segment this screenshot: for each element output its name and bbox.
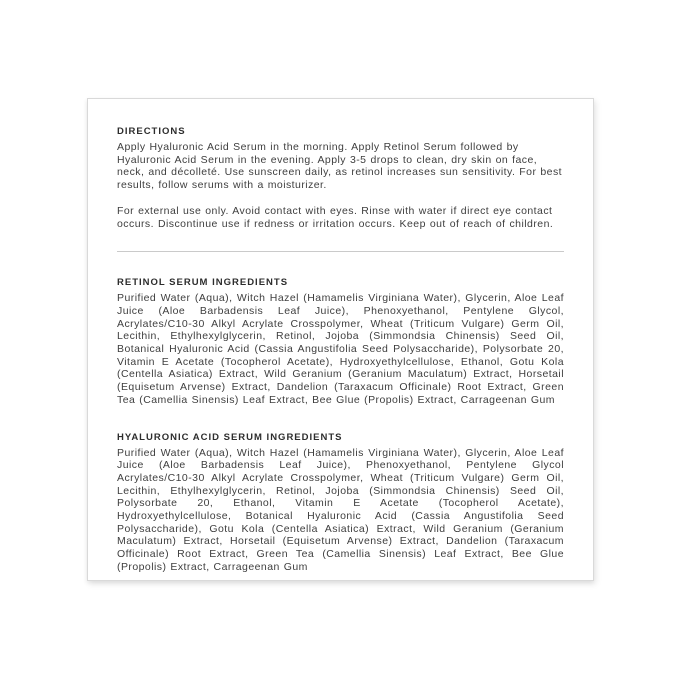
directions-paragraph: Apply Hyaluronic Acid Serum in the morning. Apply Retinol Serum followed by Hyaluronic Acid Serum in the evening. Apply 3-5 drops to clean, dry skin on face, neck, and décolleté. Use sunscreen daily, as retinol increases sun sensitivity. For best results, follow serums with a moisturizer. (117, 141, 563, 192)
product-label-card (87, 98, 594, 581)
directions-heading: DIRECTIONS (117, 126, 186, 137)
section-divider (117, 251, 564, 252)
hyaluronic-ingredients-heading: HYALURONIC ACID SERUM INGREDIENTS (117, 431, 343, 443)
section-directions (117, 126, 564, 230)
retinol-ingredients-heading: RETINOL SERUM INGREDIENTS (117, 277, 289, 289)
section-retinol-ingredients (117, 277, 564, 406)
usage-warning-paragraph: For external use only. Avoid contact with eyes. Rinse with water if direct eye contact occurs. Discontinue use if redness or irritation occurs. Keep out of reach of children. (117, 204, 554, 230)
section-hyaluronic-ingredients (117, 432, 564, 574)
hyaluronic-ingredients-paragraph: Purified Water (Aqua), Witch Hazel (Hamamelis Virginiana Water), Glycerin, Aloe Leaf Juice (Aloe Barbadensis Leaf Juice), Phenoxyethanol, Pentylene Glycol Acrylates/C10-30 Alkyl Acrylate Crosspolymer, Wheat (Triticum Vulgare) Germ Oil, Lecithin, Ethylhexylglycerin, Retinol, Jojoba (Simmondsia Chinensis) Seed Oil, Polysorbate 20, Ethanol, Vitamin E Acetate (Tocopherol Acetate), Hydroxyethylcellulose, Botanical Hyaluronic Acid (Cassia Angustifolia Seed Polysaccharide), Gotu Kola (Centella Asiatica) Extract, Wild Geranium (Geranium Maculatum) Extract, Horsetail (Equisetum Arvense) Extract, Dandelion (Taraxacum Officinale) Root Extract, Green Tea (Camellia Sinensis) Leaf Extract, Bee Glue (Propolis) Extract, Carrageenan Gum (117, 446, 564, 573)
retinol-ingredients-paragraph: Purified Water (Aqua), Witch Hazel (Hamamelis Virginiana Water), Glycerin, Aloe Leaf Juice (Aloe Barbadensis Leaf Juice), Phenoxyethanol, Pentylene Glycol, Acrylates/C10-30 Alkyl Acrylate Crosspolymer, Wheat (Triticum Vulgare) Germ Oil, Lecithin, Ethylhexylglycerin, Retinol, Jojoba (Simmondsia Chinensis) Seed Oil, Botanical Hyaluronic Acid (Cassia Angustifolia Seed Polysaccharide), Polysorbate 20, Vitamin E Acetate (Tocopherol Acetate), Hydroxyethylcellulose, Ethanol, Gotu Kola (Centella Asiatica) Extract, Wild Geranium (Geranium Maculatum) Extract, Horsetail (Equisetum Arvense) Extract, Dandelion (Taraxacum Officinale) Root Extract, Green Tea (Camellia Sinensis) Leaf Extract, Bee Glue (Propolis) Extract, Carrageenan Gum (117, 292, 564, 406)
